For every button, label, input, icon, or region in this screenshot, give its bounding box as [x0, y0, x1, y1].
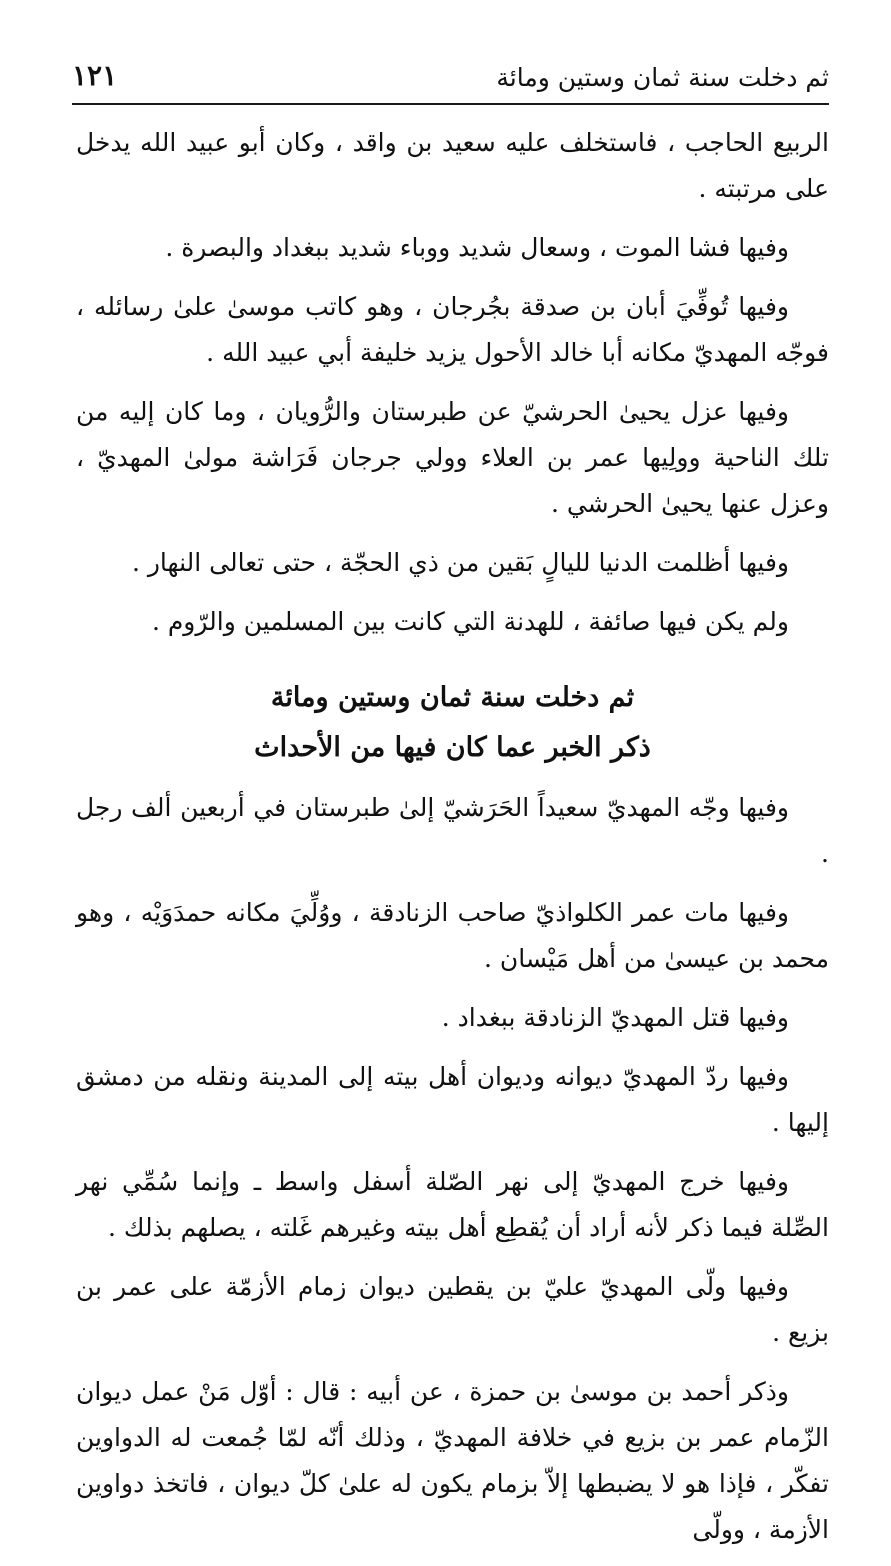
paragraph: وفيها عزل يحيىٰ الحرشيّ عن طبرستان والرُّويان ، وما كان إليه من تلك الناحية وولِيها عمر بن العلاء وولي جرجان فَرَاشة مولىٰ المهديّ ، وعزل عنها يحيىٰ الحرشي .	[76, 397, 829, 518]
paragraph: وفيها خرج المهديّ إلى نهر الصّلة أسفل واسط ـ وإنما سُمِّي نهر الصِّلة فيما ذكر لأنه أراد أن يُقطِع أهل بيته وغيرهم غَلته ، يصلهم بذلك .	[76, 1167, 829, 1242]
paragraph: وفيها مات عمر الكلواذيّ صاحب الزنادقة ، ووُلِّيَ مكانه حمدَوَيْه ، وهو محمد بن عيسىٰ من أهل مَيْسان .	[76, 898, 829, 973]
running-title: ثم دخلت سنة ثمان وستين ومائة	[496, 63, 829, 92]
page-number: ١٢١	[72, 59, 118, 92]
page-header	[72, 55, 829, 105]
paragraph: وفيها ولّى المهديّ عليّ بن يقطين ديوان زمام الأزمّة على عمر بن بزيع .	[76, 1272, 829, 1347]
paragraph: وفيها قتل المهديّ الزنادقة ببغداد .	[441, 1003, 789, 1032]
section-subheading: ذكر الخبر عما كان فيها من الأحداث	[254, 732, 651, 763]
page-body	[76, 120, 829, 1566]
paragraph: وفيها أظلمت الدنيا لليالٍ بَقين من ذي الحجّة ، حتى تعالى النهار .	[131, 548, 789, 577]
paragraph: وفيها تُوفِّيَ أبان بن صدقة بجُرجان ، وهو كاتب موسىٰ علىٰ رسائله ، فوجّه المهديّ مكانه أبا خالد الأحول يزيد خليفة أبي عبيد الله .	[76, 292, 829, 367]
paragraph: وفيها فشا الموت ، وسعال شديد ووباء شديد ببغداد والبصرة .	[165, 233, 789, 262]
paragraph: وفيها ردّ المهديّ ديوانه وديوان أهل بيته إلى المدينة ونقله من دمشق إليها .	[76, 1062, 829, 1137]
paragraph-continuation: الربيع الحاجب ، فاستخلف عليه سعيد بن واقد ، وكان أبو عبيد الله يدخل على مرتبته .	[76, 128, 829, 203]
paragraph: وفيها وجّه المهديّ سعيداً الحَرَشيّ إلىٰ طبرستان في أربعين ألف رجل .	[76, 793, 829, 868]
section-heading: ثم دخلت سنة ثمان وستين ومائة	[270, 682, 635, 713]
paragraph: ولم يكن فيها صائفة ، للهدنة التي كانت بين المسلمين والرّوم .	[151, 607, 789, 636]
paragraph: وذكر أحمد بن موسىٰ بن حمزة ، عن أبيه : قال : أوّل مَنْ عمل ديوان الزّمام عمر بن بزيع في خلافة المهديّ ، وذلك أنّه لمّا جُمعت له الدواوين تفكّر ، فإذا هو لا يضبطها إلاّ بزمام يكون له علىٰ كلّ ديوان ، فاتخذ دواوين الأزمة ، وولّى	[76, 1377, 829, 1544]
section-heading-block	[76, 673, 829, 773]
